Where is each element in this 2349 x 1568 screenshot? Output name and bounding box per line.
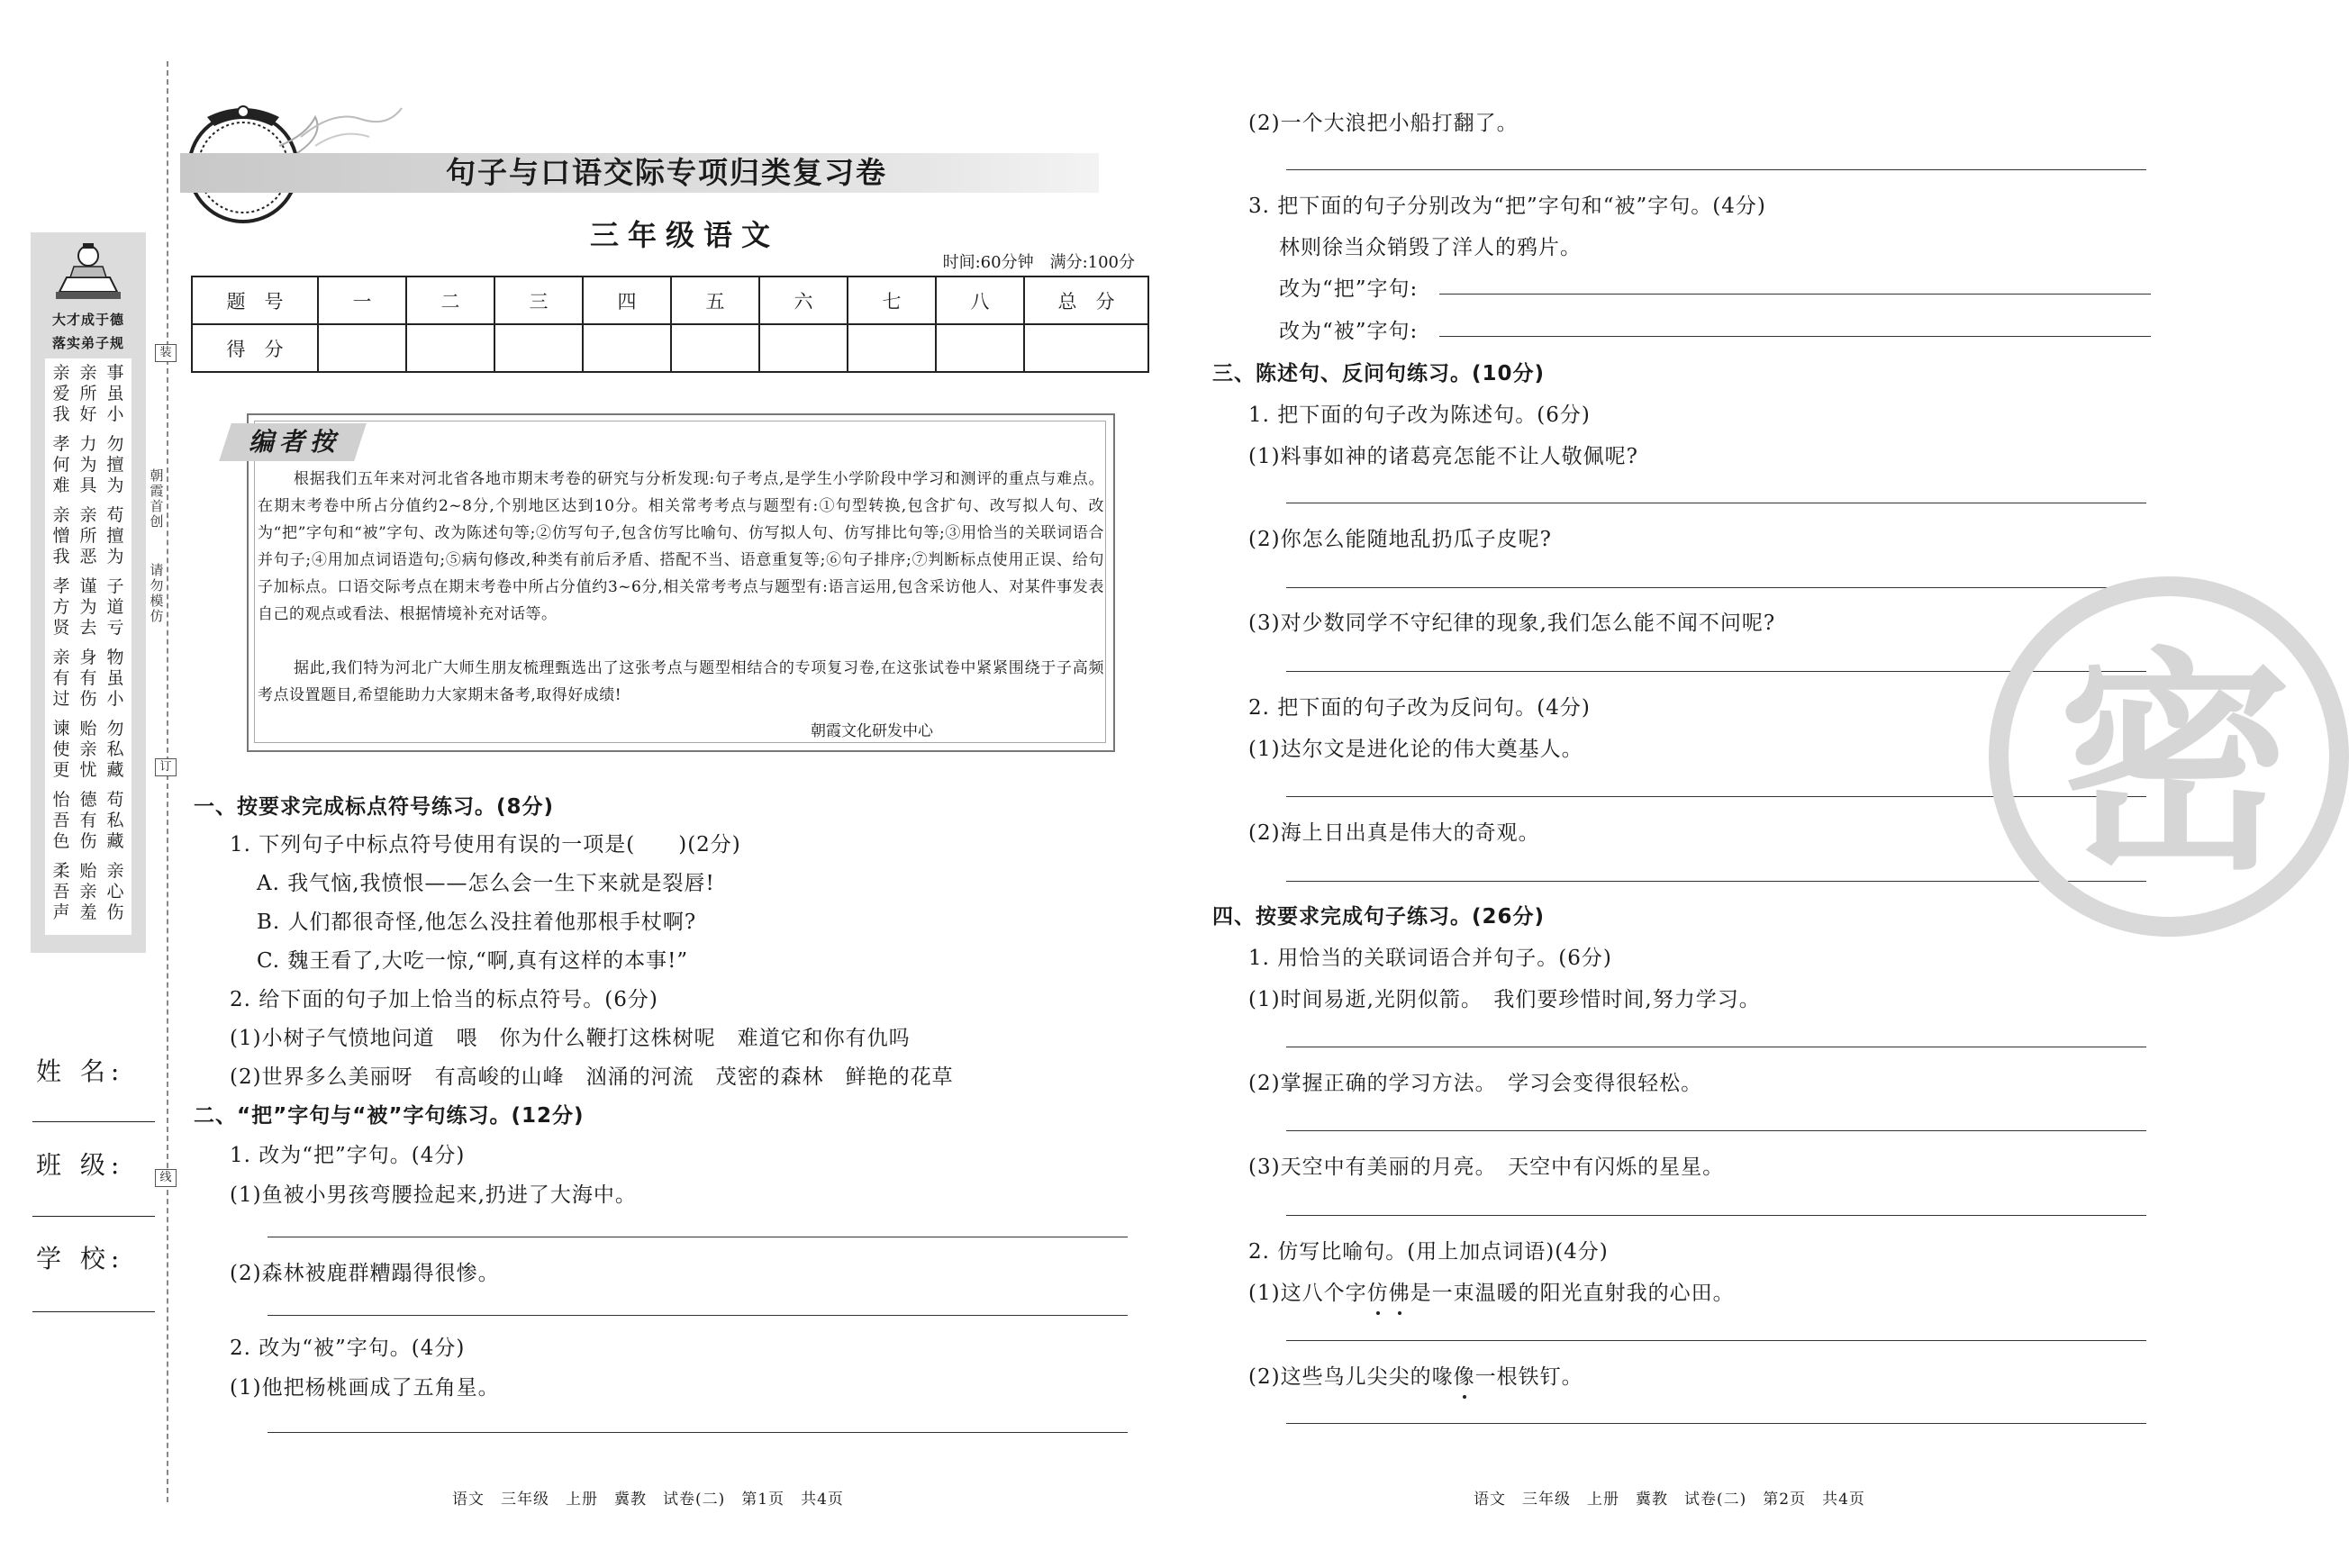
school-label: 学 校: [36, 1244, 125, 1273]
score-header-cell: 题 号 [192, 276, 318, 324]
answer-line-2-2-1[interactable] [268, 1432, 1128, 1433]
section-1-heading: 一、按要求完成标点符号练习。(8分) [194, 795, 555, 819]
answer-line-2-2-2[interactable] [1286, 169, 2146, 170]
question-2-2-sentence-1: (1)他把杨桃画成了五角星。 [230, 1376, 500, 1400]
score-header-cell: 四 [583, 276, 671, 324]
answer-line-2-1-2[interactable] [268, 1315, 1128, 1316]
rule-text: 亲心伤 [106, 861, 124, 922]
score-input-cell[interactable] [583, 324, 671, 372]
editor-note-signature: 朝霞文化研发中心 [811, 722, 933, 740]
answer-line-2-3-bei[interactable] [1439, 336, 2151, 337]
question-3-1: 1. 把下面的句子改为陈述句。(6分) [1248, 403, 1591, 427]
question-2-1-sentence-2: (2)森林被鹿群糟蹋得很惨。 [230, 1262, 500, 1285]
rule-text: 贻亲忧 [79, 719, 97, 780]
question-4-1-sentence-3: (3)天空中有美丽的月亮。 天空中有闪烁的星星。 [1248, 1156, 1725, 1179]
question-2-1: 1. 改为“把”字句。(4分) [230, 1144, 466, 1167]
question-4-2: 2. 仿写比喻句。(用上加点词语)(4分) [1248, 1240, 1609, 1264]
rule-text: 物虽小 [106, 648, 124, 709]
name-label: 姓 名: [36, 1056, 125, 1086]
emphasis-char-fu: 佛 [1389, 1276, 1410, 1306]
score-row-label: 得 分 [192, 324, 318, 372]
rule-text: 事虽小 [106, 363, 124, 424]
score-input-cell[interactable] [406, 324, 494, 372]
question-2-3-sentence: 林则徐当众销毁了洋人的鸦片。 [1279, 236, 1582, 259]
rule-text: 力为具 [79, 434, 97, 495]
question-4-2-sentence-2 [1248, 1360, 1583, 1390]
rule-text: 亲爱我 [52, 363, 70, 424]
section-3-heading: 三、陈述句、反问句练习。(10分) [1212, 362, 1546, 385]
score-input-cell[interactable] [1024, 324, 1148, 372]
rule-text: 德有伤 [79, 790, 97, 851]
section-2-heading: 二、“把”字句与“被”字句练习。(12分) [194, 1104, 585, 1128]
question-2-2: 2. 改为“被”字句。(4分) [230, 1337, 466, 1360]
footer-page-2: 语文 三年级 上册 冀教 试卷(二) 第2页 共4页 [1474, 1491, 1865, 1509]
question-2-1-sentence-1: (1)鱼被小男孩弯腰捡起来,扔进了大海中。 [230, 1183, 637, 1207]
score-header-cell: 总 分 [1024, 276, 1148, 324]
rule-text: 子道亏 [106, 576, 124, 638]
vertical-note-1: 朝霞首创 [150, 467, 164, 530]
score-header-cell: 一 [318, 276, 406, 324]
name-field[interactable] [32, 1121, 155, 1122]
question-3-2-sentence-1: (1)达尔文是进化论的伟大奠基人。 [1248, 738, 1583, 761]
question-4-2-sentence-1 [1248, 1276, 1735, 1306]
question-4-1-sentence-1: (1)时间易逝,光阴似箭。 我们要珍惜时间,努力学习。 [1248, 988, 1761, 1011]
score-input-cell[interactable] [671, 324, 759, 372]
score-table-score-row [192, 324, 1148, 372]
answer-line-4-2-2[interactable] [1286, 1423, 2146, 1424]
binding-dashed-line [167, 61, 168, 1502]
motto-line-2: 落实弟子规 [51, 335, 124, 351]
question-1-2-sentence-2: (2)世界多么美丽呀 有高峻的山峰 汹涌的河流 茂密的森林 鲜艳的花草 [230, 1065, 954, 1089]
answer-line-4-2-1[interactable] [1286, 1340, 2146, 1341]
question-2-3: 3. 把下面的句子分别改为“把”字句和“被”字句。(4分) [1248, 195, 1766, 218]
score-input-cell[interactable] [936, 324, 1024, 372]
question-1-1: 1. 下列句子中标点符号使用有误的一项是( )(2分) [230, 833, 741, 857]
question-1-2-sentence-1: (1)小树子气愤地问道 喂 你为什么鞭打这株树呢 难道它和你有仇吗 [230, 1027, 911, 1050]
editor-note-paragraph-1: 根据我们五年来对河北省各地市期末考卷的研究与分析发现:句子考点,是学生小学阶段中学习和测评的重点与难点。在期末考卷中所占分值约2~8分,个别地区达到10分。相关常考考点与题型有:①句型转换,包含扩句、改写拟人句、改为“把”字句和“被”字句、改为陈述句等;②仿写句子,包含仿写比喻句、仿写拟人句、仿写排比句等;③用恰当的关联词语合并句子;④用加点词语造句;⑤病句修改,种类有前后矛盾、搭配不当、语意重复等;⑥句子排序;⑦判断标点使用正误、给句子加标点。口语交际考点在期末考卷中所占分值约3~6分,相关常考考点与题型有:语言运用,包含采访他人、对某件事发表自己的观点或看法、根据情境补充对话等。 [258, 470, 1104, 623]
sentence-1-part-a: (1)这八个字 [1248, 1282, 1367, 1305]
score-input-cell[interactable] [318, 324, 406, 372]
seal-label-bottom: 线 [155, 1169, 177, 1187]
score-input-cell[interactable] [759, 324, 848, 372]
rule-text: 孝何难 [52, 434, 70, 495]
rule-text: 贻亲羞 [79, 861, 97, 922]
rule-text: 勿擅为 [106, 434, 124, 495]
sentence-2-part-a: (2)这些鸟儿尖尖的喙 [1248, 1365, 1454, 1389]
answer-line-3-1-2[interactable] [1286, 587, 2146, 588]
editor-note-paragraph-2: 据此,我们特为河北广大师生朋友梳理甄选出了这张考点与题型相结合的专项复习卷,在这张试卷中紧紧围绕于子高频考点设置题目,希望能助力大家期末备考,取得好成绩! [258, 659, 1104, 704]
footer-page-1: 语文 三年级 上册 冀教 试卷(二) 第1页 共4页 [452, 1491, 844, 1509]
seal-label-mid: 订 [155, 758, 177, 776]
answer-line-3-2-2[interactable] [1286, 881, 2146, 882]
rule-text: 亲有过 [52, 648, 70, 709]
sentence-1-part-d: 是一束温暖的阳光直射我的心田。 [1410, 1282, 1735, 1305]
school-field[interactable] [32, 1311, 155, 1312]
question-2-3-ba-label: 改为“把”字句: [1279, 277, 1419, 301]
question-3-1-sentence-3: (3)对少数同学不守纪律的现象,我们怎么能不闻不问呢? [1248, 612, 1776, 635]
question-3-1-sentence-1: (1)料事如神的诸葛亮怎能不让人敬佩呢? [1248, 445, 1638, 468]
rule-text: 怡吾色 [52, 790, 70, 851]
vertical-note-2: 请勿模仿 [150, 562, 164, 624]
score-input-cell[interactable] [494, 324, 583, 372]
rule-text: 苟擅为 [106, 505, 124, 566]
rule-text: 孝方贤 [52, 576, 70, 638]
answer-line-4-1-2[interactable] [1286, 1130, 2146, 1131]
rule-text: 苟私藏 [106, 790, 124, 851]
score-input-cell[interactable] [848, 324, 936, 372]
score-table [191, 276, 1149, 373]
question-1-1-option-a: A. 我气恼,我愤恨——怎么会一生下来就是裂唇! [257, 872, 715, 895]
rule-text: 勿私藏 [106, 719, 124, 780]
motto-line-1: 大才成于德 [51, 312, 124, 328]
seal-label-top: 装 [155, 344, 177, 362]
score-header-cell: 八 [936, 276, 1024, 324]
student-reading-icon [47, 241, 130, 303]
rule-text: 柔吾声 [52, 861, 70, 922]
rule-text: 身有伤 [79, 648, 97, 709]
score-table-header-row [192, 276, 1148, 324]
answer-line-2-3-ba[interactable] [1439, 294, 2151, 295]
question-1-1-option-b: B. 人们都很奇怪,他怎么没拄着他那根手杖啊? [257, 911, 697, 934]
rule-text: 亲所好 [79, 363, 97, 424]
question-4-1-sentence-2: (2)掌握正确的学习方法。 学习会变得很轻松。 [1248, 1072, 1703, 1095]
rule-text: 谏使更 [52, 719, 70, 780]
page-title: 句子与口语交际专项归类复习卷 [446, 155, 887, 190]
editor-note-tag: 编者按 [248, 427, 340, 457]
question-3-1-sentence-2: (2)你怎么能随地乱扔瓜子皮呢? [1248, 528, 1552, 551]
page-subtitle: 三年级语文 [589, 218, 779, 252]
rule-text: 亲憎我 [52, 505, 70, 566]
score-header-cell: 五 [671, 276, 759, 324]
question-2-2-sentence-2: (2)一个大浪把小船打翻了。 [1248, 112, 1519, 135]
score-header-cell: 三 [494, 276, 583, 324]
question-3-2: 2. 把下面的句子改为反问句。(4分) [1248, 696, 1591, 720]
time-info: 时间:60分钟 满分:100分 [942, 253, 1135, 272]
section-4-heading: 四、按要求完成句子练习。(26分) [1212, 905, 1546, 929]
question-4-1: 1. 用恰当的关联词语合并句子。(6分) [1248, 947, 1612, 970]
question-3-2-sentence-2: (2)海上日出真是伟大的奇观。 [1248, 821, 1540, 845]
score-header-cell: 七 [848, 276, 936, 324]
score-header-cell: 六 [759, 276, 848, 324]
question-1-1-option-c: C. 魏王看了,大吃一惊,“啊,真有这样的本事!” [257, 949, 689, 973]
score-header-cell: 二 [406, 276, 494, 324]
question-2-3-bei-label: 改为“被”字句: [1279, 320, 1419, 343]
rule-text: 亲所恶 [79, 505, 97, 566]
emphasis-char-xiang: 像 [1454, 1360, 1475, 1390]
class-field[interactable] [32, 1216, 155, 1217]
rule-text: 谨为去 [79, 576, 97, 638]
sentence-2-part-c: 一根铁钉。 [1474, 1365, 1583, 1389]
question-1-2: 2. 给下面的句子加上恰当的标点符号。(6分) [230, 988, 658, 1011]
watermark-seal: 密 [2058, 630, 2292, 902]
class-label: 班 级: [36, 1150, 125, 1180]
answer-line-4-1-3[interactable] [1286, 1215, 2146, 1216]
emphasis-char-fang: 仿 [1367, 1276, 1389, 1306]
